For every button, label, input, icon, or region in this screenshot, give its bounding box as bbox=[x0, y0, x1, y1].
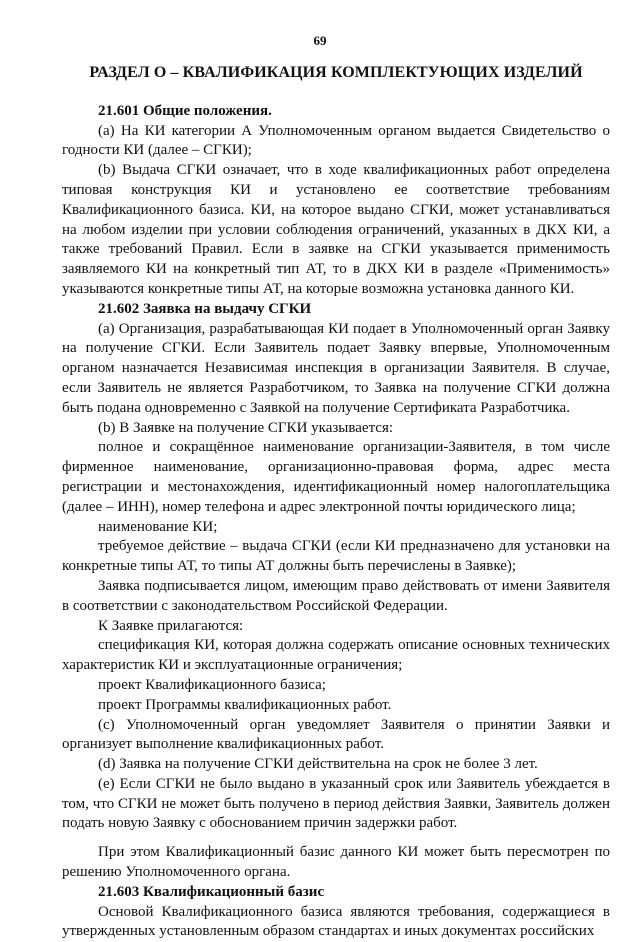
section-title: РАЗДЕЛ О – КВАЛИФИКАЦИЯ КОМПЛЕКТУЮЩИХ ИЗДЕЛИЙ bbox=[89, 64, 583, 81]
clause-21-601-a: (a) На КИ категории А Уполномоченным органом выдается Свидетельство о годности КИ (далее – СГКИ); bbox=[62, 122, 610, 159]
clause-21-602-b-item-action: требуемое действие – выдача СГКИ (если КИ предназначено для установки на конкретные типы АТ, то типы АТ должны быть перечислены в Заявке); bbox=[62, 538, 610, 575]
clause-21-602-a: (a) Организация, разрабатывающая КИ подает в Уполномоченный орган Заявку на получение СГКИ. Если Заявитель подает Заявку впервые, Уполномоченным органом назначается Независимая инспекция в организации Заявителя. В случае, если Заявитель не является Разработчиком, то Заявка на получение СГКИ должна быть подана одновременно с Заявкой на получение Сертификата Разработчика. bbox=[62, 320, 610, 416]
clause-21-602-attachments-intro: К Заявке прилагаются: bbox=[98, 617, 244, 634]
clause-21-602-e: (e) Если СГКИ не было выдано в указанный срок или Заявитель убеждается в том, что СГКИ не может быть получено в период действия Заявки, Заявитель должен подать новую Заявку с обоснованием причин задержки работ. bbox=[62, 775, 610, 832]
clause-21-603-p1: Основой Квалификационного базиса являются требования, содержащиеся в утвержденных установленным образом стандартах и иных документах российских bbox=[62, 903, 610, 940]
clause-21-602-revision: При этом Квалификационный базис данного КИ может быть пересмотрен по решению Уполномоченного органа. bbox=[62, 844, 610, 881]
document-body bbox=[62, 63, 610, 942]
paragraph-gap bbox=[62, 834, 610, 843]
clause-21-602-b-item-name: полное и сокращённое наименование организации-Заявителя, в том числе фирменное наименование, организационно-правовая форма, адрес места регистрации и местонахождения, идентификационный номер налогоплательщика (далее – ИНН), номер телефона и адрес электронной почты юридического лица; bbox=[62, 439, 610, 515]
clause-21-602-attachment-basis: проект Квалификационного базиса; bbox=[98, 676, 326, 693]
clause-21-602-signature: Заявка подписывается лицом, имеющим право действовать от имени Заявителя в соответствии с законодательством Российской Федерации. bbox=[62, 577, 610, 614]
clause-21-602-c: (c) Уполномоченный орган уведомляет Заявителя о принятии Заявки и организует выполнение квалификационных работ. bbox=[62, 716, 610, 753]
clause-21-603-heading: 21.603 Квалификационный базис bbox=[98, 883, 325, 900]
page-number: 69 bbox=[313, 33, 327, 48]
clause-21-602-b-item-product: наименование КИ; bbox=[98, 518, 218, 535]
clause-21-601-b: (b) Выдача СГКИ означает, что в ходе квалификационных работ определена типовая конструкция КИ и установлено ее соответствие требованиям Квалификационного базиса. КИ, на которое выдано СГКИ, может устанавливаться на любом изделии при условии соблюдения ограничений, указанных в ДКХ КИ, а также требований Правил. Если в заявке на СГКИ указывается применимость заявляемого КИ на конкретный тип АТ, то в ДКХ КИ в разделе «Применимость» указываются конкретные типы АТ, на которые возможна установка данного КИ. bbox=[62, 162, 610, 297]
clause-21-602-b-intro: (b) В Заявке на получение СГКИ указывается: bbox=[98, 419, 394, 436]
clause-21-602-attachment-program: проект Программы квалификационных работ. bbox=[98, 696, 392, 713]
clause-21-601-heading: 21.601 Общие положения. bbox=[98, 102, 272, 119]
clause-21-602-heading: 21.602 Заявка на выдачу СГКИ bbox=[98, 300, 312, 317]
clause-21-602-d: (d) Заявка на получение СГКИ действительна на срок не более 3 лет. bbox=[98, 756, 538, 773]
clause-21-602-attachment-spec: спецификация КИ, которая должна содержать описание основных технических характеристик КИ и эксплуатационные ограничения; bbox=[62, 637, 610, 674]
